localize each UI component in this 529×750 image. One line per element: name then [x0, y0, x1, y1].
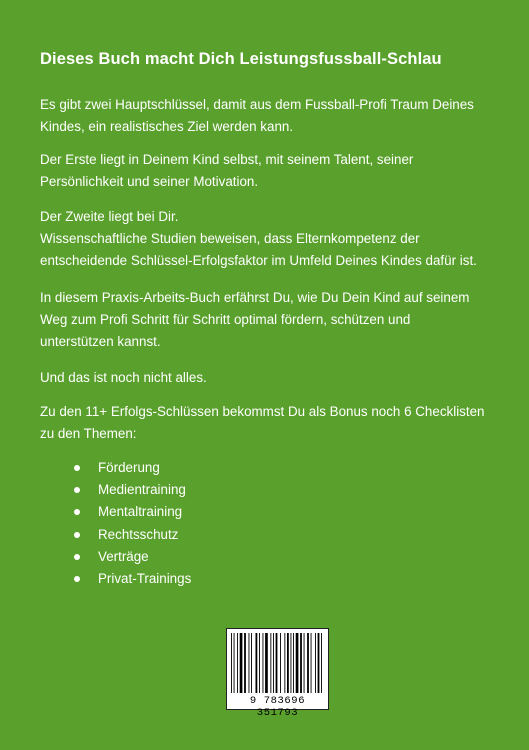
bullet-icon — [74, 554, 80, 560]
isbn-barcode — [226, 628, 329, 719]
bullet-icon — [74, 576, 80, 582]
bullet-icon — [74, 487, 80, 493]
list-item: Verträge — [72, 546, 191, 568]
paragraph-first-key: Der Erste liegt in Deinem Kind selbst, mit seinem Talent, seiner Persönlichkeit und seiner Motivation. — [40, 152, 414, 189]
list-item: Medientraining — [72, 479, 191, 501]
list-item: Förderung — [72, 457, 191, 479]
list-item: Mentaltraining — [72, 501, 191, 523]
list-item: Rechtsschutz — [72, 524, 191, 546]
paragraph-second-key: Der Zweite liegt bei Dir. Wissenschaftliche Studien beweisen, dass Elternkompetenz der entscheidende Schlüssel-Erfolgsfaktor im Umfeld Deines Kindes dafür ist. — [40, 209, 477, 268]
paragraph-practice-book: In diesem Praxis-Arbeits-Buch erfährst Du, wie Du Dein Kind auf seinem Weg zum Profi Schritt für Schritt optimal fördern, schützen und unterstützen kannst. — [40, 290, 470, 349]
list-item: Privat-Trainings — [72, 568, 191, 590]
bullet-icon — [74, 532, 80, 538]
paragraph-intro: Es gibt zwei Hauptschlüssel, damit aus dem Fussball-Profi Traum Deines Kindes, ein realistisches Ziel werden kann. — [40, 97, 474, 134]
bullet-icon — [74, 465, 80, 471]
checklist-topics — [72, 457, 191, 590]
isbn-number: 9 783696 351793 — [249, 695, 306, 719]
barcode-bars-icon — [229, 633, 326, 693]
paragraph-bonus: Zu den 11+ Erfolgs-Schlüssen bekommst Du als Bonus noch 6 Checklisten zu den Themen: — [40, 404, 485, 441]
page-title: Dieses Buch macht Dich Leistungsfussball-Schlau — [40, 50, 442, 68]
bullet-icon — [74, 509, 80, 515]
paragraph-not-all: Und das ist noch nicht alles. — [40, 370, 207, 385]
